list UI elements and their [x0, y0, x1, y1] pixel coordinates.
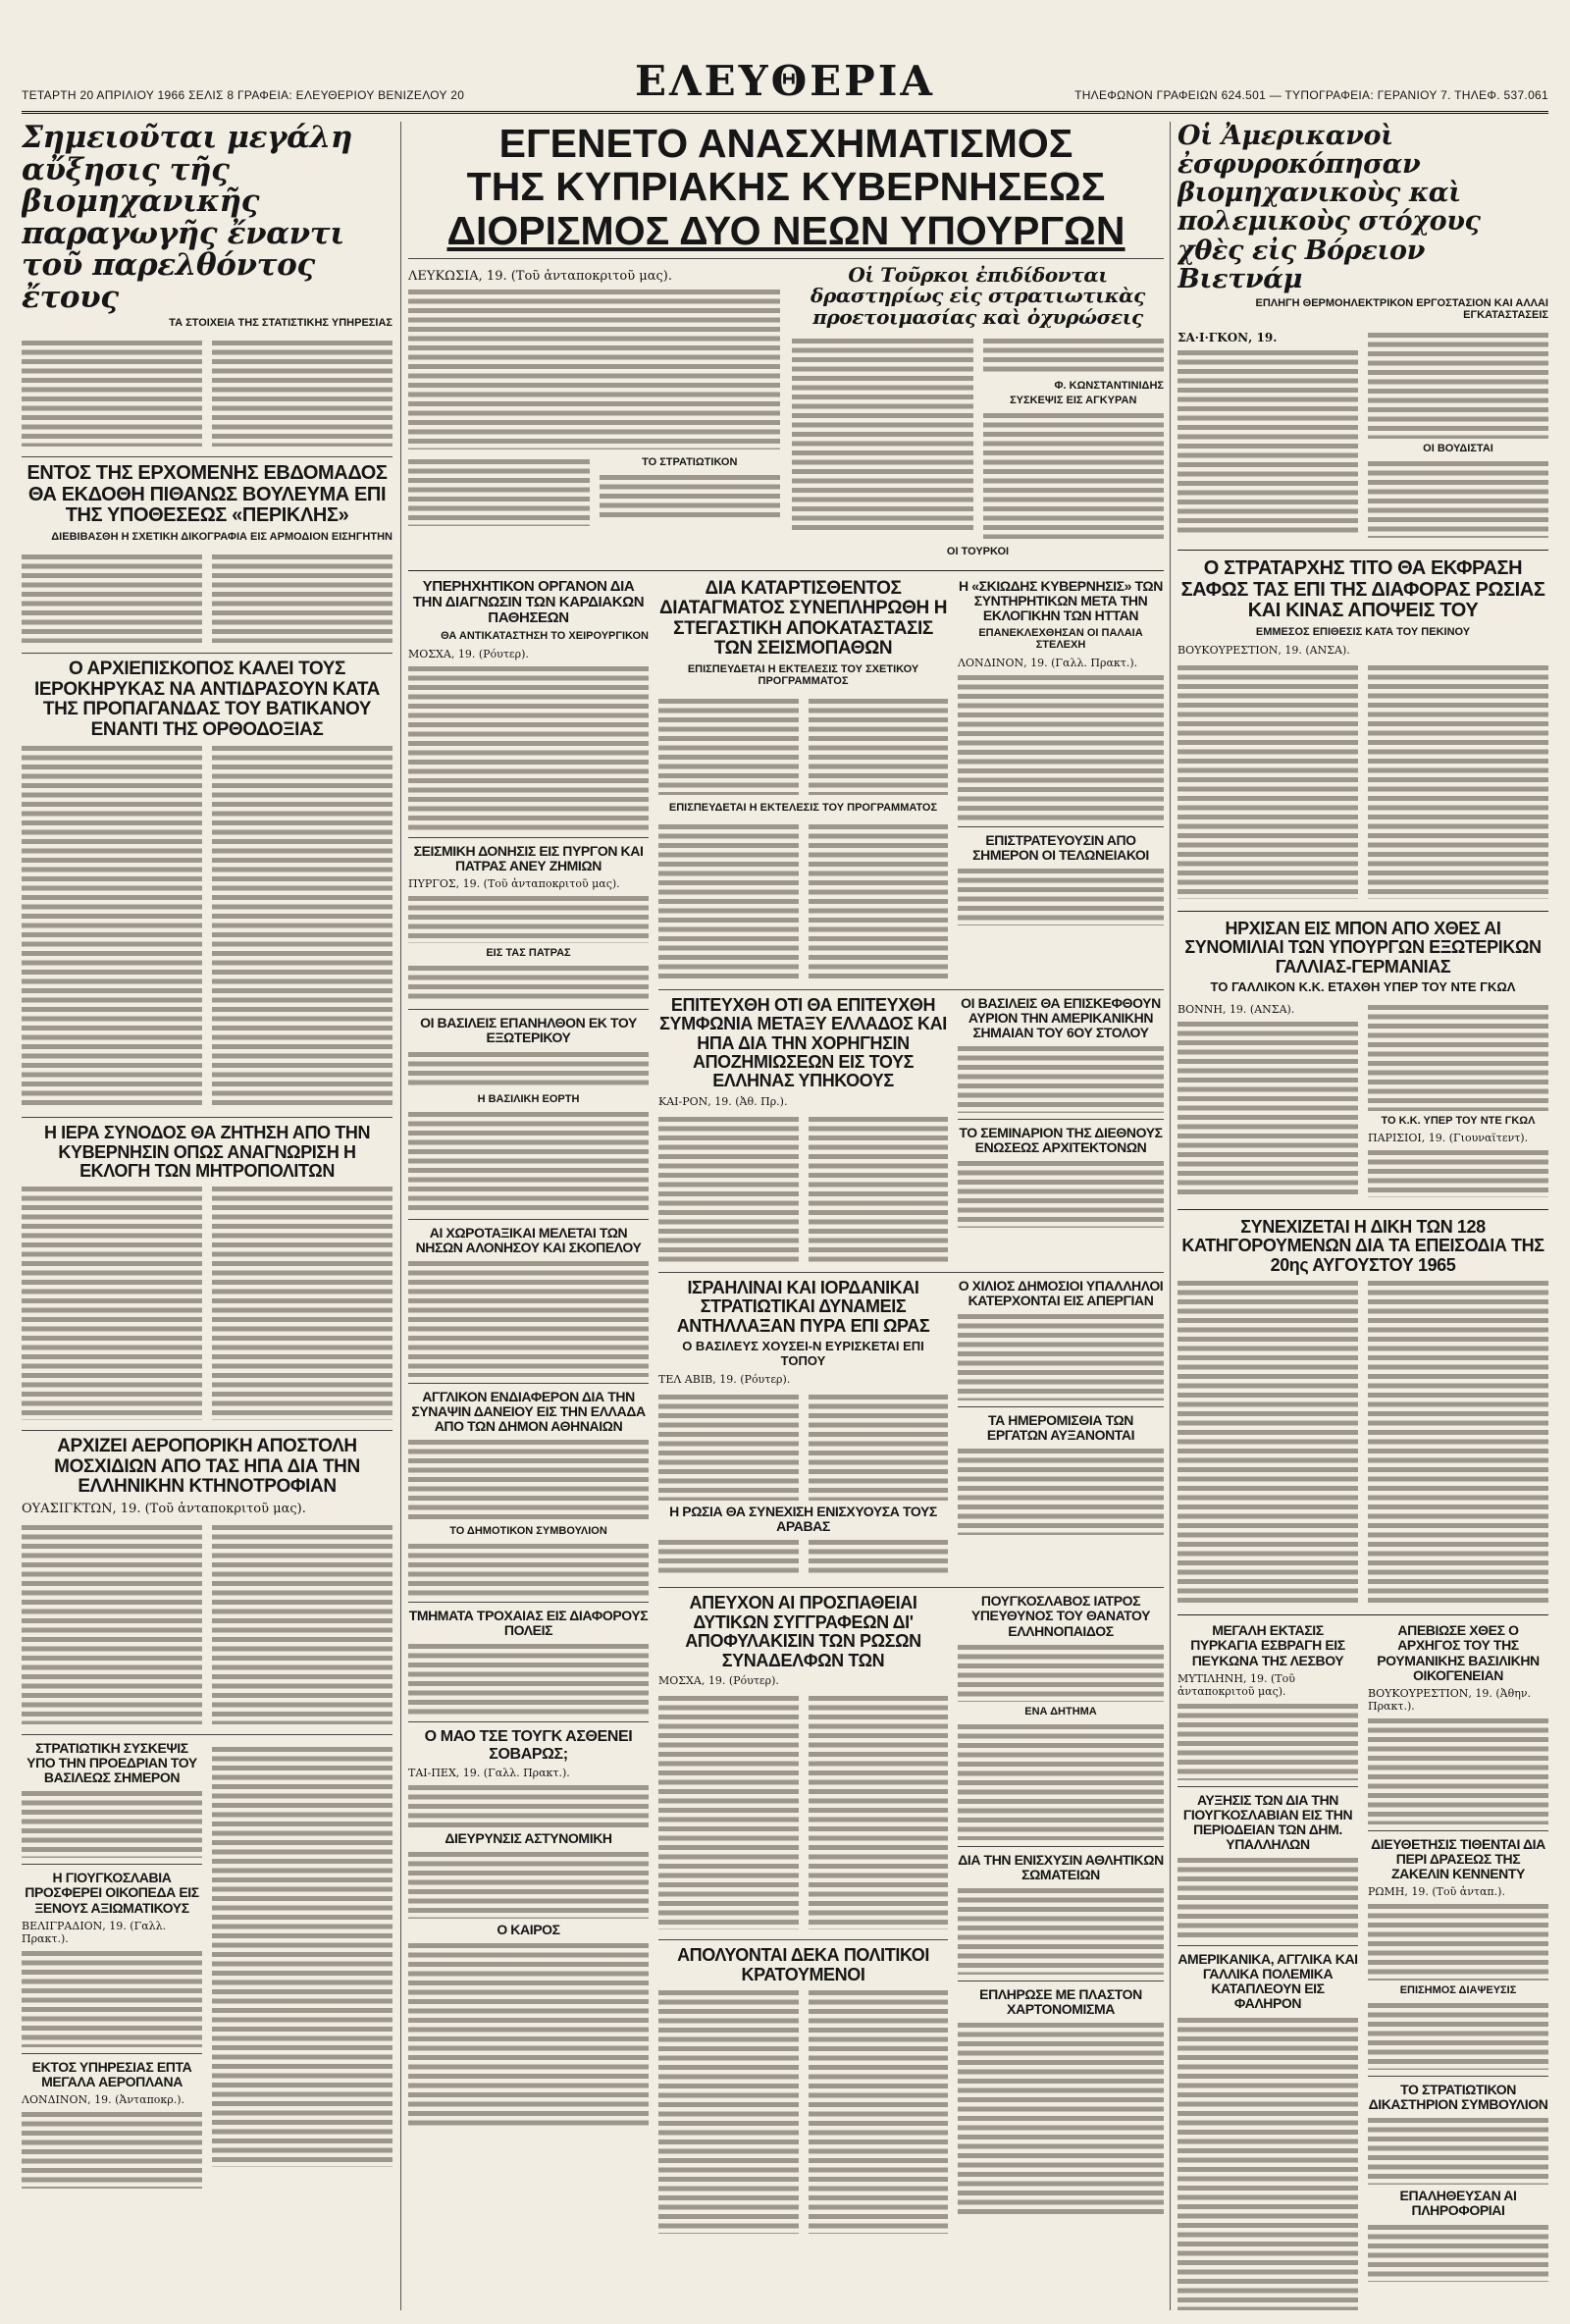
article-subhead: Η ΒΑΣΙΛΙΚΗ ΕΟΡΤΗ [477, 1092, 580, 1105]
article-headline: ΕΚΤΟΣ ΥΠΗΡΕΣΙΑΣ ΕΠΤΑ ΜΕΓΑΛΑ ΑΕΡΟΠΛΑΝΑ [31, 2058, 192, 2089]
article-dateline: ΠΑΡΙΣΙΟΙ, 19. (Γιουναϊτεντ). [1368, 1132, 1529, 1145]
body-text-block [1178, 1702, 1358, 1780]
body-text-block [1368, 1003, 1548, 1111]
masthead-date-address: ΤΕΤΑΡΤΗ 20 ΑΠΡΙΛΙΟΥ 1966 ΣΕΛΙΣ 8 ΓΡΑΦΕΙΑ: ΕΛΕΥΘΕΡΙΟΥ ΒΕΝΙΖΕΛΟΥ 20 [22, 88, 465, 102]
divider [658, 1587, 1164, 1588]
body-text-block [1368, 1902, 1548, 1981]
body-text-block [658, 822, 799, 979]
body-text-block [809, 697, 949, 795]
main-headline: ΕΓΕΝΕΤΟ ΑΝΑΣΧΗΜΑΤΙΣΜΟΣ [498, 122, 1073, 166]
body-text-block [408, 1259, 649, 1377]
article-headline: Η ΓΙΟΥΓΚΟΣΛΑΒΙΑ ΠΡΟΣΦΕΡΕΙ ΟΙΚΟΠΕΔΑ ΕΙΣ ΞΕΝΟΥΣ ΑΞΙΩΜΑΤΙΚΟΥΣ [25, 1870, 199, 1916]
article-headline: ΣΤΡΑΤΙΩΤΙΚΗ ΣΥΣΚΕΨΙΣ ΥΠΟ ΤΗΝ ΠΡΟΕΔΡΙΑΝ ΤΟΥ ΒΑΣΙΛΕΩΣ ΣΗΜΕΡΟΝ [26, 1739, 197, 1786]
body-text-block [1368, 331, 1548, 439]
divider [408, 1009, 649, 1010]
body-text-block [408, 964, 649, 1003]
body-text-block [958, 1886, 1164, 1975]
article-headline: ΙΣΡΑΗΛΙΝΑΙ ΚΑΙ ΙΟΡΔΑΝΙΚΑΙ ΣΤΡΑΤΙΩΤΙΚΑΙ ΔΥΝΑΜΕΙΣ ΑΝΤΗΛΛΑΞΑΝ ΠΥΡΑ ΕΠΙ ΩΡΑΣ [676, 1277, 930, 1336]
column-rule [1170, 122, 1171, 2310]
body-text-block [809, 1115, 949, 1262]
divider [958, 1119, 1164, 1120]
article-dateline: ΛΟΝΔΙΝΟΝ, 19. (Ἀνταποκρ.). [22, 2092, 185, 2106]
article-subhead: ΤΟ ΣΤΡΑΤΙΩΤΙΚΟΝ [642, 455, 738, 468]
article-headline: ΠΟΥΓΚΟΣΛΑΒΟΣ ΙΑΤΡΟΣ ΥΠΕΥΘΥΝΟΣ ΤΟΥ ΘΑΝΑΤΟΥ ΕΛΛΗΝΟΠΑΙΔΟΣ [970, 1593, 1151, 1639]
article-dateline: ΣΑ·Ι·ΓΚΟΝ, 19. [1178, 330, 1278, 344]
article-kicker: ΤΑ ΣΤΟΙΧΕΙΑ ΤΗΣ ΣΤΑΤΙΣΤΙΚΗΣ ΥΠΗΡΕΣΙΑΣ [169, 317, 392, 330]
body-text-block [1368, 1279, 1548, 1603]
article-headline: Ο ΑΡΧΙΕΠΙΣΚΟΠΟΣ ΚΑΛΕΙ ΤΟΥΣ ΙΕΡΟΚΗΡΥΚΑΣ ΝΑ ΑΝΤΙΔΡΑΣΟΥΝ ΚΑΤΑ ΤΗΣ ΠΡΟΠΑΓΑΝΔΑΣ ΤΟΥ ΒΑΤΙΚΑΝΟΥ ΕΝΑΝΤΙ ΤΗΣ ΟΡΘΟΔΟΞΙΑΣ [33, 659, 380, 740]
divider [22, 1734, 392, 1735]
body-text-block [958, 1643, 1164, 1702]
article-headline: ΟΙ ΒΑΣΙΛΕΙΣ ΕΠΑΝΗΛΘΟΝ ΕΚ ΤΟΥ ΕΞΩΤΕΡΙΚΟΥ [420, 1015, 637, 1046]
body-text-block [408, 1050, 649, 1089]
article-headline: ΑΠΕΥΧΟΝ ΑΙ ΠΡΟΣΠΑΘΕΙΑΙ ΔΥΤΙΚΩΝ ΣΥΓΓΡΑΦΕΩΝ ΔΙ' ΑΠΟΦΥΛΑΚΙΣΙΝ ΤΩΝ ΡΩΣΩΝ ΣΥΝΑΔΕΛΦΩΝ ΤΩΝ [685, 1593, 921, 1670]
body-text-block [22, 1185, 202, 1420]
masthead-phones: ΤΗΛΕΦΩΝΟΝ ΓΡΑΦΕΙΩΝ 624.501 — ΤΥΠΟΓΡΑΦΕΙΑ: ΓΕΡΑΝΙΟΥ 7. ΤΗΛΕΦ. 537.061 [1074, 88, 1548, 102]
divider [1368, 2076, 1548, 2077]
divider [22, 1864, 202, 1865]
article-subhead: ΤΟ Κ.Κ. ΥΠΕΡ ΤΟΥ ΝΤΕ ΓΚΩΛ [1381, 1115, 1536, 1128]
article-headline: ΤΜΗΜΑΤΑ ΤΡΟΧΑΙΑΣ ΕΙΣ ΔΙΑΦΟΡΟΥΣ ΠΟΛΕΙΣ [408, 1608, 649, 1639]
body-text-block [408, 1850, 649, 1919]
article-headline: ΔΙΑ ΚΑΤΑΡΤΙΣΘΕΝΤΟΣ ΔΙΑΤΑΓΜΑΤΟΣ ΣΥΝΕΠΛΗΡΩΘΗ Η ΣΤΕΓΑΣΤΙΚΗ ΑΠΟΚΑΤΑΣΤΑΣΙΣ ΤΩΝ ΣΕΙΣΜΟΠΑΘΩΝ [658, 577, 948, 660]
article-headline: ΔΙΑ ΤΗΝ ΕΝΙΣΧΥΣΙΝ ΑΘΛΗΤΙΚΩΝ ΣΩΜΑΤΕΙΩΝ [958, 1851, 1164, 1882]
article-headline: ΑΥΞΗΣΙΣ ΤΩΝ ΔΙΑ ΤΗΝ ΓΙΟΥΓΚΟΣΛΑΒΙΑΝ ΕΙΣ ΤΗΝ ΠΕΡΙΟΔΕΙΑΝ ΤΩΝ ΔΗΜ. ΥΠΑΛΛΗΛΩΝ [1182, 1791, 1353, 1852]
article-subhead: ΕΝΑ ΔΗΤΗΜΑ [1024, 1705, 1097, 1717]
article-dateline: ΜΟΣΧΑ, 19. (Ρόυτερ). [658, 1674, 779, 1688]
article-kicker: ΔΙΕΒΙΒΑΣΘΗ Η ΣΧΕΤΙΚΗ ΔΙΚΟΓΡΑΦΙΑ ΕΙΣ ΑΡΜΟΔΙΟΝ ΕΙΣΗΓΗΤΗΝ [51, 531, 392, 544]
article-headline: ΣΥΝΕΧΙΖΕΤΑΙ Η ΔΙΚΗ ΤΩΝ 128 ΚΑΤΗΓΟΡΟΥΜΕΝΩΝ ΔΙΑ ΤΑ ΕΠΕΙΣΟΔΙΑ ΤΗΣ 20ης ΑΥΓΟΥΣΤΟΥ 1965 [1181, 1217, 1544, 1275]
body-text-block [958, 1044, 1164, 1113]
body-text-block [1178, 1856, 1358, 1939]
divider [958, 826, 1164, 827]
article-dateline: ΚΑΙ-ΡΟΝ, 19. (Ἀθ. Πρ.). [658, 1094, 788, 1108]
body-text-block [408, 1783, 649, 1827]
article-dateline: ΒΟΥΚΟΥΡΕΣΤΙΟΝ, 19. (Ἀθην. Πρακτ.). [1368, 1686, 1532, 1713]
body-text-block [22, 553, 202, 643]
article-subhead: ΕΙΣ ΤΑΣ ΠΑΤΡΑΣ [486, 947, 571, 960]
body-text-block [408, 1110, 649, 1213]
article-headline: ΤΑ ΗΜΕΡΟΜΙΣΘΙΑ ΤΩΝ ΕΡΓΑΤΩΝ ΑΥΞΑΝΟΝΤΑΙ [986, 1412, 1135, 1444]
article-headline: Οἱ Τοῦρκοι ἐπιδίδονται δραστηρίως εἰς στρατιωτικὰς προετοιμασίας καὶ ὀχυρώσεις [811, 262, 1145, 329]
body-text-block [408, 1941, 649, 2128]
divider [408, 1602, 649, 1603]
divider [1178, 911, 1548, 912]
article-dateline: ΒΕΛΙΓΡΑΔΙΟΝ, 19. (Γαλλ. Πρακτ.). [22, 1919, 167, 1945]
article-dateline: ΛΟΝΔΙΝΟΝ, 19. (Γαλλ. Πρακτ.). [958, 656, 1138, 669]
divider [408, 1383, 649, 1384]
divider [658, 1939, 948, 1940]
article-dateline: ΒΟΝΝΗ, 19. (ΑΝΣΑ). [1178, 1003, 1295, 1017]
divider [958, 1846, 1164, 1847]
body-text-block [22, 1523, 202, 1724]
article-headline: ΥΠΕΡΗΧΗΤΙΚΟΝ ΟΡΓΑΝΟΝ ΔΙΑ ΤΗΝ ΔΙΑΓΝΩΣΙΝ ΤΩΝ ΚΑΡΔΙΑΚΩΝ ΠΑΘΗΣΕΩΝ [412, 577, 645, 626]
article-headline: ΑΠΟΛΥΟΝΤΑΙ ΔΕΚΑ ΠΟΛΙΤΙΚΟΙ ΚΡΑΤΟΥΜΕΝΟΙ [677, 1945, 929, 1984]
body-text-block [1178, 1279, 1358, 1603]
body-text-block [408, 288, 780, 449]
article-headline: ΑΠΕΒΙΩΣΕ ΧΘΕΣ Ο ΑΡΧΗΓΟΣ ΤΟΥ ΤΗΣ ΡΟΥΜΑΝΙΚΗΣ ΒΑΣΙΛΙΚΗΝ ΟΙΚΟΓΕΝΕΙΑΝ [1377, 1622, 1540, 1683]
article-headline: ΤΟ ΣΤΡΑΤΙΩΤΙΚΟΝ ΔΙΚΑΣΤΗΡΙΟΝ ΣΥΜΒΟΥΛΙΟΝ [1368, 2082, 1548, 2113]
divider [408, 1721, 649, 1722]
article-subhead: ΣΥΣΚΕΨΙΣ ΕΙΣ ΑΓΚΥΡΑΝ [1010, 394, 1137, 406]
divider [22, 456, 392, 457]
divider [408, 1219, 649, 1220]
body-text-block [983, 411, 1165, 539]
body-text-block [22, 339, 202, 447]
body-text-block [1178, 2016, 1358, 2310]
article-kicker: ΘΑ ΑΝΤΙΚΑΤΑΣΤΗΣΗ ΤΟ ΧΕΙΡΟΥΡΓΙΚΟΝ [441, 630, 649, 643]
article-headline: ΕΠΑΛΗΘΕΥΣΑΝ ΑΙ ΠΛΗΡΟΦΟΡΙΑΙ [1399, 2188, 1517, 2219]
divider [1178, 1614, 1548, 1615]
article-headline: ΑΜΕΡΙΚΑΝΙΚΑ, ΑΓΓΛΙΚΑ ΚΑΙ ΓΑΛΛΙΚΑ ΠΟΛΕΜΙΚΑ ΚΑΤΑΠΛΕΟΥΝ ΕΙΣ ΦΑΛΗΡΟΝ [1178, 1951, 1358, 2012]
column-rule [400, 122, 401, 2310]
body-text-block [809, 1393, 949, 1501]
body-text-block [408, 1642, 649, 1716]
body-text-block [809, 1538, 949, 1577]
article-dateline: ΤΕΛ ΑΒΙΒ, 19. (Ρόυτερ). [658, 1373, 791, 1387]
divider [1178, 550, 1548, 551]
article-headline: ΣΕΙΣΜΙΚΗ ΔΟΝΗΣΙΣ ΕΙΣ ΠΥΡΓΟΝ ΚΑΙ ΠΑΤΡΑΣ ΑΝΕΥ ΖΗΜΙΩΝ [413, 843, 644, 874]
body-text-block [658, 1694, 799, 1929]
body-text-block [212, 744, 392, 1107]
article-kicker: ΕΜΜΕΣΟΣ ΕΠΙΘΕΣΙΣ ΚΑΤΑ ΤΟΥ ΠΕΚΙΝΟΥ [1255, 625, 1471, 638]
article-headline: Ο ΜΑΟ ΤΣΕ ΤΟΥΓΚ ΑΣΘΕΝΕΙ ΣΟΒΑΡΩΣ; [424, 1728, 633, 1763]
body-text-block [658, 1538, 799, 1577]
body-text-block [658, 1988, 799, 2234]
body-text-block [22, 1949, 202, 2047]
article-headline: Ο ΣΤΡΑΤΑΡΧΗΣ ΤΙΤΟ ΘΑ ΕΚΦΡΑΣΗ ΣΑΦΩΣ ΤΑΣ ΕΠΙ ΤΗΣ ΔΙΑΦΟΡΑΣ ΡΩΣΙΑΣ ΚΑΙ ΚΙΝΑΣ ΑΠΟΨΕΙΣ ΤΟΥ [1180, 556, 1545, 622]
article-headline: ΑΡΧΙΖΕΙ ΑΕΡΟΠΟΡΙΚΗ ΑΠΟΣΤΟΛΗ ΜΟΣΧΙΔΙΩΝ ΑΠΟ ΤΑΣ ΗΠΑ ΔΙΑ ΤΗΝ ΕΛΛΗΝΙΚΗΝ ΚΤΗΝΟΤΡΟΦΙΑΝ [54, 1436, 360, 1498]
body-text-block [408, 1438, 649, 1521]
body-text-block [958, 867, 1164, 925]
divider [958, 1406, 1164, 1407]
divider [658, 1272, 1164, 1273]
body-text-block [958, 1447, 1164, 1535]
divider [22, 1430, 392, 1431]
newspaper-title: ΕΛΕΥΘΕΡΙΑ [634, 57, 935, 105]
body-text-block [600, 473, 781, 520]
body-text-block [958, 1159, 1164, 1228]
article-headline: Οἱ Ἀμερικανοὶ ἐσφυροκόπησαν βιομηχανικοὺς καὶ πολεμικοὺς στόχους χθὲς εἰς Βόρειον Βιετνάμ [1178, 122, 1481, 294]
body-text-block [1368, 2001, 1548, 2070]
body-text-block [809, 822, 949, 979]
article-signature: Φ. ΚΩΝΣΤΑΝΤΙΝΙΔΗΣ [1054, 379, 1164, 392]
article-subhead: ΟΙ ΒΟΥΔΙΣΤΑΙ [1423, 442, 1493, 454]
article-headline: ΟΙ ΒΑΣΙΛΕΙΣ ΘΑ ΕΠΙΣΚΕΦΘΟΥΝ ΑΥΡΙΟΝ ΤΗΝ ΑΜΕΡΙΚΑΝΙΚΗΝ ΣΗΜΑΙΑΝ ΤΟΥ 6ΟΥ ΣΤΟΛΟΥ [961, 994, 1161, 1040]
article-kicker: ΕΠΙΣΠΕΥΔΕΤΑΙ Η ΕΚΤΕΛΕΣΙΣ ΤΟΥ ΣΧΕΤΙΚΟΥ ΠΡΟΓΡΑΜΜΑΤΟΣ [687, 662, 919, 687]
divider [22, 1117, 392, 1118]
article-headline: ΕΝΤΟΣ ΤΗΣ ΕΡΧΟΜΕΝΗΣ ΕΒΔΟΜΑΔΟΣ ΘΑ ΕΚΔΟΘΗ ΠΙΘΑΝΩΣ ΒΟΥΛΕΥΜΑ ΕΠΙ ΤΗΣ ΥΠΟΘΕΣΕΩΣ «ΠΕΡΙΚΛΗΣ» [26, 462, 388, 527]
center-column [408, 122, 1164, 2310]
article-dateline: ΠΥΡΓΟΣ, 19. (Τοῦ ἀνταποκριτοῦ μας). [408, 877, 620, 891]
body-text-block [1368, 2116, 1548, 2185]
body-text-block [212, 339, 392, 447]
article-subhead: ΕΠΙΣΗΜΟΣ ΔΙΑΨΕΥΣΙΣ [1399, 1984, 1517, 1997]
article-headline: Η ΡΩΣΙΑ ΘΑ ΣΥΝΕΧΙΣΗ ΕΝΙΣΧΥΟΥΣΑ ΤΟΥΣ ΑΡΑΒΑΣ [669, 1504, 937, 1535]
body-text-block [658, 1393, 799, 1501]
article-dateline: ΜΟΣΧΑ, 19. (Ρόυτερ). [408, 648, 529, 661]
divider [1368, 1830, 1548, 1831]
article-subhead: ΤΟ ΔΗΜΟΤΙΚΟΝ ΣΥΜΒΟΥΛΙΟΝ [449, 1525, 607, 1538]
divider [658, 989, 1164, 990]
article-headline: ΕΠΙΤΕΥΧΘΗ ΟΤΙ ΘΑ ΕΠΙΤΕΥΧΘΗ ΣΥΜΦΩΝΙΑ ΜΕΤΑΞΥ ΕΛΛΑΔΟΣ ΚΑΙ ΗΠΑ ΔΙΑ ΤΗΝ ΧΟΡΗΓΗΣΙΝ ΑΠΟΖΗΜΙΩΣΕΩΝ ΕΙΣ ΤΟΥΣ ΕΛΛΗΝΑΣ ΥΠΗΚΟΟΥΣ [659, 994, 947, 1091]
right-column [1178, 122, 1548, 2310]
main-headline: ΤΗΣ ΚΥΠΡΙΑΚΗΣ ΚΥΒΕΡΝΗΣΕΩΣ [466, 164, 1106, 210]
masthead [22, 57, 1548, 114]
body-text-block [408, 894, 649, 943]
article-dateline: ΜΥΤΙΛΗΝΗ, 19. (Τοῦ ἀνταποκριτοῦ μας). [1178, 1671, 1295, 1698]
article-dateline: ΒΟΥΚΟΥΡΕΣΤΙΟΝ, 19. (ΑΝΣΑ). [1178, 643, 1350, 657]
body-text-block [958, 1722, 1164, 1840]
body-text-block [1368, 2223, 1548, 2282]
article-dateline: ΟΥΑΣΙΓΚΤΩΝ, 19. (Τοῦ ἀνταποκριτοῦ μας). [22, 1501, 306, 1516]
article-headline: ΜΕΓΑΛΗ ΕΚΤΑΣΙΣ ΠΥΡΚΑΓΙΑ ΕΣΒΡΑΓΗ ΕΙΣ ΠΕΥΚΩΝΑ ΤΗΣ ΛΕΣΒΟΥ [1190, 1622, 1345, 1668]
body-text-block [809, 1694, 949, 1929]
body-text-block [212, 1185, 392, 1420]
article-headline: ΔΙΕΥΡΥΝΣΙΣ ΑΣΤΥΝΟΜΙΚΗ [445, 1829, 612, 1846]
article-headline: ΗΡΧΙΣΑΝ ΕΙΣ ΜΠΟΝ ΑΠΟ ΧΘΕΣ ΑΙ ΣΥΝΟΜΙΛΙΑΙ ΤΩΝ ΥΠΟΥΡΓΩΝ ΕΞΩΤΕΡΙΚΩΝ ΓΑΛΛΙΑΣ-ΓΕΡΜΑΝΙΑΣ [1184, 918, 1542, 977]
body-text-block [212, 1523, 392, 1724]
body-text-block [792, 337, 973, 533]
article-headline: Ο ΧΙΛΙΟΣ ΔΗΜΟΣΙΟΙ ΥΠΑΛΛΗΛΟΙ ΚΑΤΕΡΧΟΝΤΑΙ ΕΙΣ ΑΠΕΡΓΙΑΝ [958, 1277, 1164, 1308]
body-text-block [408, 1542, 649, 1596]
body-text-block [809, 1988, 949, 2234]
article-subhead: ΤΟ ΓΑΛΛΙΚΟΝ Κ.Κ. ΕΤΑΧΘΗ ΥΠΕΡ ΤΟΥ ΝΤΕ ΓΚΩΛ [1210, 979, 1516, 995]
article-subhead: ΟΙ ΤΟΥΡΚΟΙ [946, 545, 1010, 557]
body-text-block [958, 2021, 1164, 2217]
article-headline: ΕΠΙΣΤΡΑΤΕΥΟΥΣΙΝ ΑΠΟ ΣΗΜΕΡΟΝ ΟΙ ΤΕΛΩΝΕΙΑΚΟΙ [972, 831, 1149, 864]
divider [408, 570, 1164, 571]
body-text-block [658, 697, 799, 795]
article-headline: Ο ΚΑΙΡΟΣ [497, 1921, 560, 1937]
article-headline: ΑΓΓΛΙΚΟΝ ΕΝΔΙΑΦΕΡΟΝ ΔΙΑ ΤΗΝ ΣΥΝΑΨΙΝ ΔΑΝΕΙΟΥ ΕΙΣ ΤΗΝ ΕΛΛΑΔΑ ΑΠΟ ΤΩΝ ΔΗΜΟΝ ΑΘΗΝΑΙΩΝ [411, 1388, 646, 1435]
body-text-block [958, 673, 1164, 820]
body-text-block [658, 1115, 799, 1262]
body-text-block [1368, 1148, 1548, 1197]
article-headline: Η «ΣΚΙΩΔΗΣ ΚΥΒΕΡΝΗΣΙΣ» ΤΩΝ ΣΥΝΤΗΡΗΤΙΚΩΝ ΜΕΤΑ ΤΗΝ ΕΚΛΟΓΙΚΗΝ ΤΩΝ ΗΤΤΑΝ [959, 577, 1163, 623]
divider [1178, 1945, 1358, 1946]
article-kicker: ΕΠΑΝΕΚΛΕΧΘΗΣΑΝ ΟΙ ΠΑΛΑΙΑ ΣΤΕΛΕΧΗ [978, 626, 1143, 651]
article-headline: ΕΠΛΗΡΩΣΕ ΜΕ ΠΛΑΣΤΟΝ ΧΑΡΤΟΝΟΜΙΣΜΑ [979, 1985, 1142, 2018]
article-headline: ΑΙ ΧΩΡΟΤΑΞΙΚΑΙ ΜΕΛΕΤΑΙ ΤΩΝ ΝΗΣΩΝ ΑΛΟΝΗΣΟΥ ΚΑΙ ΣΚΟΠΕΛΟΥ [415, 1224, 642, 1255]
body-text-block [212, 553, 392, 643]
body-text-block [1368, 459, 1548, 538]
divider [408, 837, 649, 838]
body-text-block [1178, 348, 1358, 535]
article-kicker: ΕΠΛΗΓΗ ΘΕΡΜΟΗΛΕΚΤΡΙΚΟΝ ΕΡΓΟΣΤΑΣΙΟΝ ΚΑΙ ΑΛΛΑΙ ΕΓΚΑΤΑΣΤΑΣΕΙΣ [1255, 296, 1548, 321]
article-headline: ΔΙΕΥΘΕΤΗΣΙΣ ΤΙΘΕΝΤΑΙ ΔΙΑ ΠΕΡΙ ΔΡΑΣΕΩΣ ΤΗΣ ΖΑΚΕΛΙΝ ΚΕΝΝΕΝΤΥ [1371, 1835, 1545, 1881]
article-headline: ΤΟ ΣΕΜΙΝΑΡΙΟΝ ΤΗΣ ΔΙΕΘΝΟΥΣ ΕΝΩΣΕΩΣ ΑΡΧΙΤΕΚΤΟΝΩΝ [959, 1124, 1163, 1156]
body-text-block [22, 1789, 202, 1858]
divider [1178, 1209, 1548, 1210]
article-dateline: ΤΑΙ-ΠΕΧ, 19. (Γαλλ. Πρακτ.). [408, 1766, 570, 1779]
article-dateline: ΛΕΥΚΩΣΙΑ, 19. (Τοῦ ἀνταποκριτοῦ μας). [408, 268, 672, 284]
divider [408, 258, 1164, 259]
body-text-block [212, 1745, 392, 2167]
body-text-block [408, 664, 649, 831]
article-headline: Η ΙΕΡΑ ΣΥΝΟΔΟΣ ΘΑ ΖΗΤΗΣΗ ΑΠΟ ΤΗΝ ΚΥΒΕΡΝΗΣΙΝ ΟΠΩΣ ΑΝΑΓΝΩΡΙΣΗ Η ΕΚΛΟΓΗ ΤΩΝ ΜΗΤΡΟΠΟΛΙΤΩΝ [43, 1123, 371, 1181]
body-text-block [1368, 1717, 1548, 1824]
body-text-block [1178, 1020, 1358, 1196]
divider [22, 653, 392, 654]
body-text-block [1368, 663, 1548, 899]
article-dateline: ΡΩΜΗ, 19. (Τοῦ ἀνταπ.). [1368, 1885, 1505, 1899]
body-text-block [1178, 663, 1358, 899]
article-subhead: ΕΠΙΣΠΕΥΔΕΤΑΙ Η ΕΚΤΕΛΕΣΙΣ ΤΟΥ ΠΡΟΓΡΑΜΜΑΤΟΣ [668, 801, 938, 814]
left-column [22, 122, 392, 2310]
body-text-block [408, 457, 590, 526]
body-text-block [22, 2110, 202, 2189]
article-subhead: Ο ΒΑΣΙΛΕΥΣ ΧΟΥΣΕΙ-Ν ΕΥΡΙΣΚΕΤΑΙ ΕΠΙ ΤΟΠΟΥ [682, 1339, 924, 1369]
body-text-block [983, 337, 1165, 376]
article-headline: Σημειοῦται μεγάλη αὔξησις τῆς βιομηχανικῆς παραγωγῆς ἔναντι τοῦ παρελθόντος ἔτους [22, 122, 353, 315]
body-text-block [22, 744, 202, 1107]
main-headline: ΔΙΟΡΙΣΜΟΣ ΔΥΟ ΝΕΩΝ ΥΠΟΥΡΓΩΝ [446, 207, 1125, 253]
divider [1178, 1786, 1358, 1787]
divider [22, 2053, 202, 2054]
body-text-block [958, 1312, 1164, 1400]
